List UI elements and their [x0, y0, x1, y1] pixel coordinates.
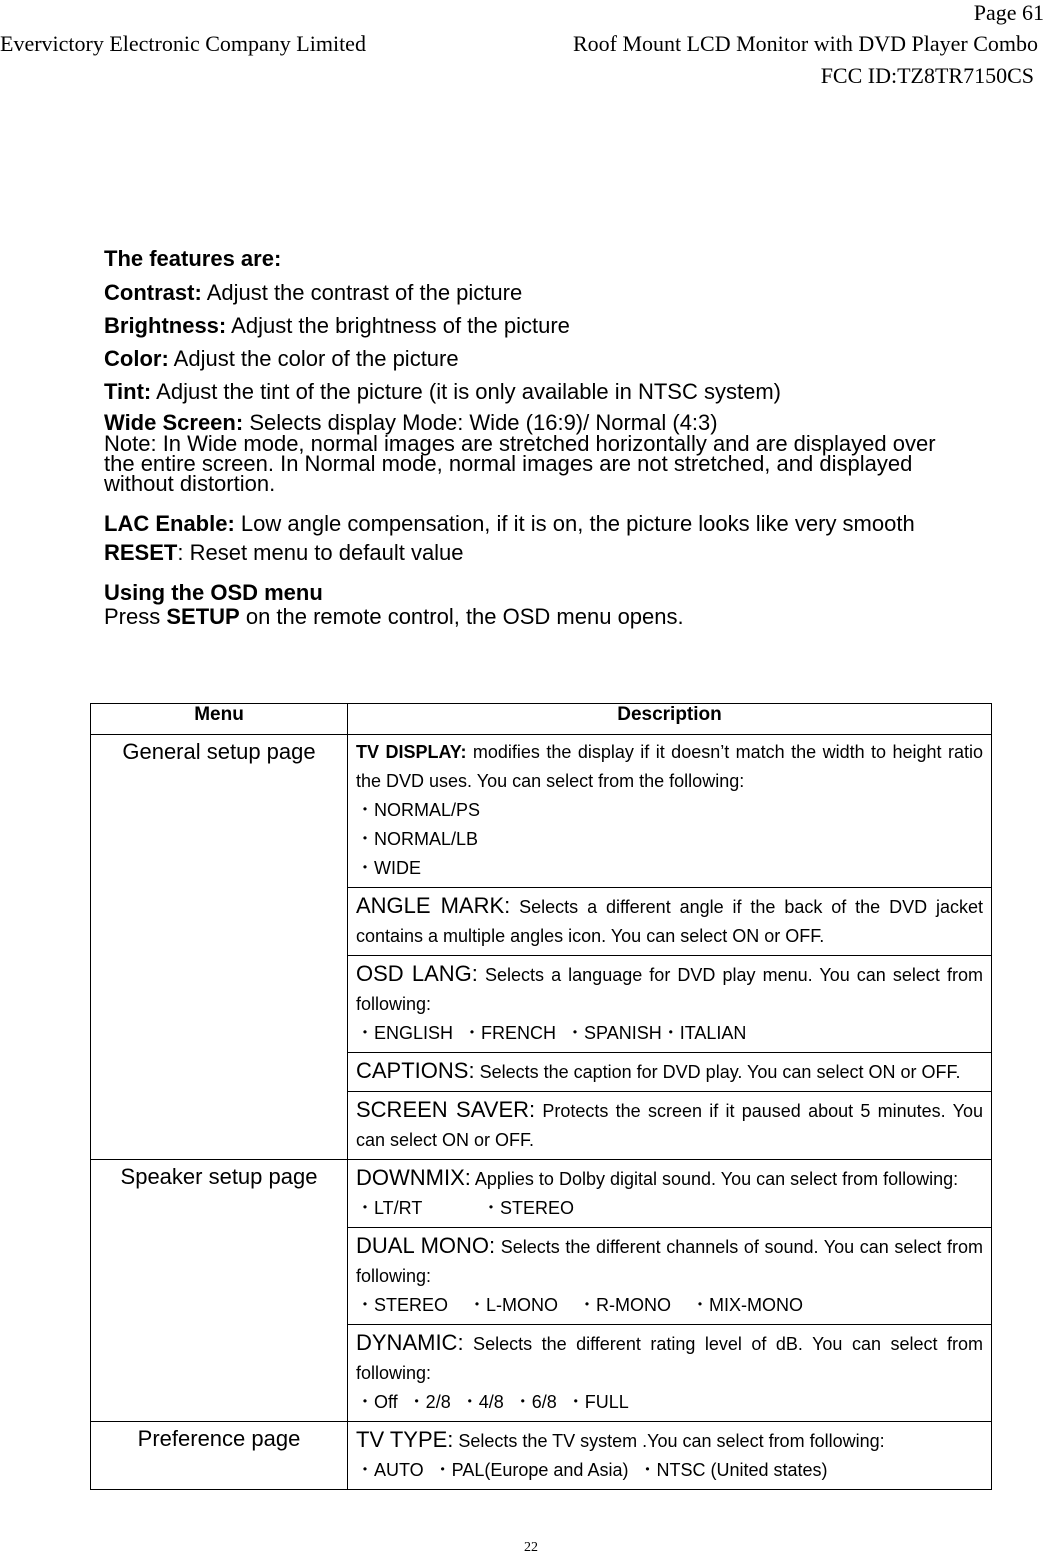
- tint-label: Tint:: [104, 379, 152, 404]
- osd-lang-options: ・ENGLISH ・FRENCH ・SPANISH・ITALIAN: [356, 1023, 747, 1043]
- color-label: Color:: [104, 346, 169, 371]
- osd-lang-text: Selects a language for DVD play menu. You can select from following:: [356, 965, 983, 1014]
- angle-mark-label: ANGLE MARK:: [356, 893, 511, 918]
- osd-press: Press: [104, 604, 167, 629]
- dual-mono-text: Selects the different channels of sound. You can select from following:: [356, 1237, 983, 1286]
- lac-text: Low angle compensation, if it is on, the picture looks like very smooth: [240, 511, 915, 536]
- col-menu-header: Menu: [91, 704, 348, 735]
- tv-type-options: ・AUTO ・PAL(Europe and Asia) ・NTSC (United states): [356, 1460, 828, 1480]
- lac-label: LAC Enable:: [104, 511, 235, 536]
- downmix-options: ・LT/RT ・STEREO: [356, 1198, 575, 1218]
- wide-screen-label: Wide Screen:: [104, 410, 244, 435]
- tv-type-label: TV TYPE:: [356, 1427, 454, 1452]
- contrast-label: Contrast:: [104, 280, 202, 305]
- captions-label: CAPTIONS:: [356, 1058, 475, 1083]
- desc-captions: [348, 1053, 992, 1092]
- desc-osd-lang: [348, 956, 992, 1053]
- desc-screen-saver: [348, 1092, 992, 1160]
- menu-general-setup: General setup page: [91, 735, 348, 1160]
- features-heading: The features are:: [104, 246, 282, 271]
- desc-downmix: [348, 1160, 992, 1228]
- fcc-id: FCC ID:TZ8TR7150CS: [820, 63, 1034, 88]
- setup-key: SETUP: [166, 604, 240, 629]
- wide-screen-text: Selects display Mode: Wide (16:9)/ Normal (4:3): [249, 410, 718, 435]
- dynamic-label: DYNAMIC:: [356, 1330, 464, 1355]
- product-name: Roof Mount LCD Monitor with DVD Player Combo: [572, 31, 1038, 56]
- osd-lang-label: OSD LANG:: [356, 961, 478, 986]
- menu-preference: Preference page: [91, 1422, 348, 1490]
- tv-display-label: TV DISPLAY:: [356, 742, 467, 762]
- table-row: [91, 1160, 992, 1228]
- desc-tv-type: [348, 1422, 992, 1490]
- desc-tv-display: [348, 735, 992, 888]
- screen-saver-text: Protects the screen if it paused about 5 minutes. You can select ON or OFF.: [356, 1101, 983, 1150]
- downmix-text: Applies to Dolby digital sound. You can select from following:: [470, 1169, 959, 1189]
- company-name: Evervictory Electronic Company Limited: [0, 31, 366, 56]
- dynamic-text: Selects the different rating level of dB. You can select from following:: [356, 1334, 983, 1383]
- contrast-text: Adjust the contrast of the picture: [206, 280, 523, 305]
- page-label: Page 61: [973, 0, 1044, 25]
- reset-text: : Reset menu to default value: [177, 540, 464, 565]
- tv-display-text: modifies the display if it doesn’t match the width to height ratio the DVD uses. You can select from the following:: [356, 742, 983, 791]
- table-row: [91, 735, 992, 888]
- desc-dual-mono: [348, 1228, 992, 1325]
- dual-mono-options: ・STEREO ・L-MONO ・R-MONO ・MIX-MONO: [356, 1295, 804, 1315]
- downmix-label: DOWNMIX:: [356, 1165, 471, 1190]
- desc-angle-mark: [348, 888, 992, 956]
- brightness-label: Brightness:: [104, 313, 227, 338]
- option-normal-ps: ・NORMAL/PS: [356, 800, 481, 820]
- tv-type-text: Selects the TV system .You can select from following:: [453, 1431, 885, 1451]
- color-text: Adjust the color of the picture: [173, 346, 459, 371]
- reset-label: RESET: [104, 540, 178, 565]
- table-header-row: [91, 704, 992, 735]
- option-normal-lb: ・NORMAL/LB: [356, 829, 479, 849]
- osd-heading: Using the OSD menu: [104, 580, 323, 605]
- tint-text: Adjust the tint of the picture (it is only available in NTSC system): [156, 379, 781, 404]
- menu-speaker-setup: Speaker setup page: [91, 1160, 348, 1422]
- brightness-text: Adjust the brightness of the picture: [231, 313, 570, 338]
- osd-menu-table: [90, 703, 992, 1490]
- option-wide: ・WIDE: [356, 858, 421, 878]
- col-description-header: Description: [348, 704, 992, 735]
- wide-screen-note: Note: In Wide mode, normal images are stretched horizontally and are displayed over the entire screen. In Normal mode, normal images are not stretched, and displayed without distortion.: [104, 431, 936, 496]
- page-number: 22: [524, 1540, 538, 1555]
- captions-text: Selects the caption for DVD play. You can select ON or OFF.: [474, 1062, 961, 1082]
- angle-mark-text: Selects a different angle if the back of the DVD jacket contains a multiple angles icon. You can select ON or OFF.: [356, 897, 983, 946]
- features-section: [104, 246, 984, 629]
- desc-dynamic: [348, 1325, 992, 1422]
- dynamic-options: ・Off ・2/8 ・4/8 ・6/8 ・FULL: [356, 1392, 629, 1412]
- screen-saver-label: SCREEN SAVER:: [356, 1097, 536, 1122]
- table-row: [91, 1422, 992, 1490]
- dual-mono-label: DUAL MONO:: [356, 1233, 496, 1258]
- osd-press-rest: on the remote control, the OSD menu opens.: [239, 604, 684, 629]
